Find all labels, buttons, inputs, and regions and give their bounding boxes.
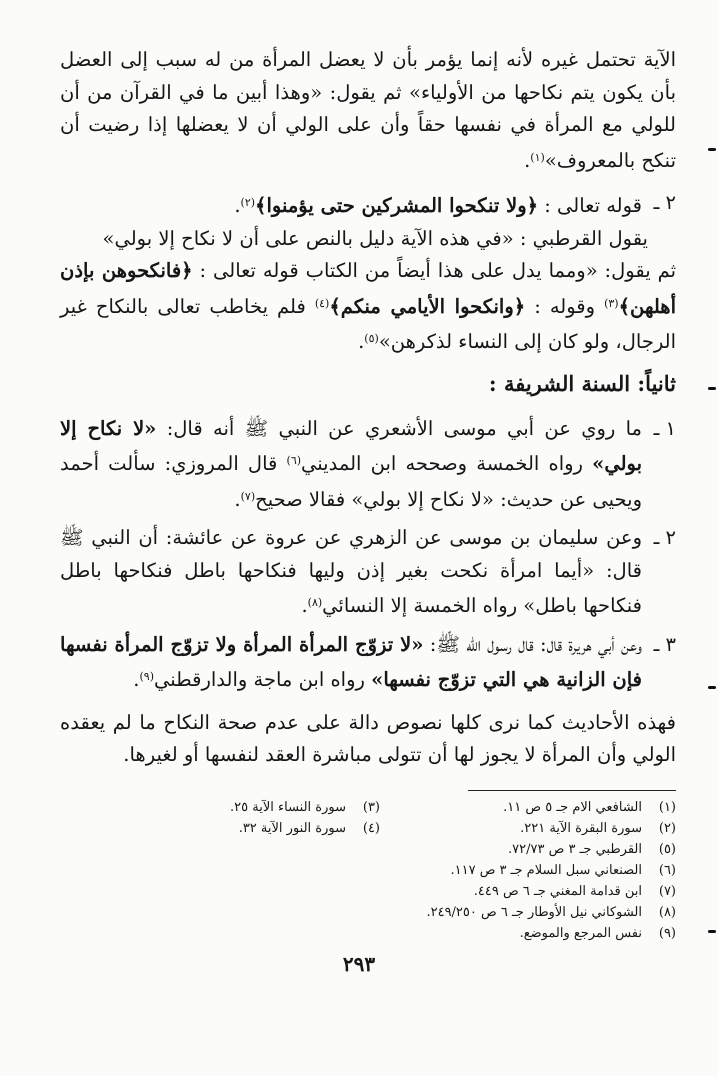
footnote-ref-8[interactable]: (٨): [307, 596, 323, 609]
footnote-8: (٨)الشوكاني نيل الأوطار جـ ٦ ص ٢٤٩/٢٥٠.: [426, 904, 676, 920]
page-body: [60, 44, 676, 969]
item-number: ٢ ـ: [653, 526, 676, 549]
footnote-1: (١)الشافعي الام جـ ٥ ص ١١.: [503, 799, 676, 815]
footnote-ref-9[interactable]: (٩): [139, 670, 154, 683]
intro-paragraph: الآية تحتمل غيره لأنه إنما يؤمر بأن لا يعضل المرأة من له سبب إلى العضل بأن يكون يتم نكاحها من الأولياء» ثم يقول: «وهذا أبين ما في القرآن من أن للولي مع المرأة في نفسها حقاً وأن على الولي أن لا يعضلها إذا رضيت أن تنكح بالمعروف»$^{(١)}$.: [60, 48, 676, 172]
qurtubi-quote: يقول القرطبي : «في هذه الآية دليل بالنص على أن لا نكاح إلا بولي»: [102, 226, 648, 250]
scan-mark: [708, 387, 716, 390]
quran-verse: ﴿وانكحوا الأيامي منكم﴾: [329, 294, 526, 318]
footnote-divider: [468, 790, 676, 791]
page-number: ٢٩٣: [342, 952, 376, 976]
hadith-text: وعن سليمان بن موسى عن الزهري عن عروة عن عائشة: أن النبي ﷺ قال: «أيما امرأة نكحت بغير إذن وليها فنكاحها باطل فنكاحها باطل فنكاحها باطل» رواه الخمسة إلا النسائي$^{(٨)}$.: [60, 526, 642, 617]
scan-mark: [708, 930, 716, 933]
footnote-5: (٥)القرطبي جـ ٣ ص ٧٢/٧٣.: [508, 841, 676, 857]
footnote-4: (٤)سورة النور الآية ٣٢.: [238, 820, 380, 836]
footnote-ref-5[interactable]: (٥): [364, 332, 379, 345]
footnote-ref-6[interactable]: (٦): [286, 454, 302, 467]
item-number: ٢ ـ: [653, 191, 676, 214]
footnote-ref-7[interactable]: (٧): [240, 489, 256, 503]
footnote-9: (٩)نفس المرجع والموضع.: [519, 925, 676, 941]
quran-item-2: [60, 187, 676, 359]
hadith-text: وعن أبي هريرة قال: قال رسول الله ﷺ: «لا تزوّج المرأة المرأة ولا تزوّج المرأة نفسها فإن الزانية هي التي تزوّج نفسها» رواه ابن ماجة والدارقطني$^{(٩)}$.: [60, 632, 643, 691]
footnote-ref-1[interactable]: (١): [530, 150, 545, 164]
scan-mark: [708, 148, 716, 151]
section-heading: ثانياً: السنة الشريفة :: [488, 370, 676, 396]
quran-verse: ﴿فانكحوهن بإذن أهلهن﴾: [60, 259, 677, 318]
intro-text: الآية تحتمل غيره لأنه إنما يؤمر بأن لا يعضل المرأة من له سبب إلى العضل بأن يكون يتم نكاحها من الأولياء» ثم يقول: «وهذا أبين ما في القرآن من أن للولي مع المرأة في نفسها حقاً وأن على الولي أن لا يعضلها إذا رضيت أن تنكح بالمعروف»: [60, 48, 676, 172]
footnote-6: (٦)الصنعاني سبل السلام جـ ٣ ص ١١٧.: [450, 862, 676, 878]
footnote-2: (٢)سورة البقرة الآية ٢٢١.: [520, 820, 676, 836]
footnote-ref-4[interactable]: (٤): [314, 296, 330, 310]
footnote-7: (٧)ابن قدامة المغني جـ ٦ ص ٤٤٩.: [473, 883, 676, 899]
verse-line: قوله تعالى : ﴿ولا تنكحوا المشركين حتى يؤمنوا﴾$^{(٢)}$.: [234, 194, 642, 217]
scan-mark: [708, 686, 716, 689]
footnote-ref-3[interactable]: (٣): [604, 296, 619, 310]
hadith-item-3: [60, 629, 676, 697]
footnotes: [60, 797, 676, 969]
hadith-item-1: [60, 413, 676, 517]
quran-verse: ﴿ولا تنكحوا المشركين حتى يؤمنوا﴾: [255, 194, 539, 217]
item-number: ٣ ـ: [653, 632, 676, 656]
hadith-item-2: [60, 522, 676, 623]
footnote-3: (٣)سورة النساء الآية ٢٥.: [230, 799, 380, 815]
hadith-quote: «لا نكاح إلا بولي»: [60, 416, 643, 475]
conclusion-paragraph: فهذه الأحاديث كما نرى كلها نصوص دالة على عدم صحة النكاح ما لم يعقده الولي وأن المرأة لا يجوز لها أن تتولى مباشرة العقد لنفسها أو لغيرها.: [60, 710, 676, 766]
hadith-quote: «لا تزوّج المرأة المرأة ولا تزوّج المرأة نفسها فإن الزانية هي التي تزوّج نفسها»: [60, 632, 642, 691]
footnote-ref-2[interactable]: (٢): [240, 196, 256, 209]
hadith-text: ما روي عن أبي موسى الأشعري عن النبي ﷺ أنه قال: «لا نكاح إلا بولي» رواه الخمسة وصححه ابن المديني$^{(٦)}$ قال المروزي: سألت أحمد ويحيى عن حديث: «لا نكاح إلا بولي» فقالا صحيح$^{(٧)}$.: [60, 416, 643, 511]
qurtubi-continuation: ثم يقول: «ومما يدل على هذا أيضاً من الكتاب قوله تعالى : ﴿فانكحوهن بإذن أهلهن﴾$^{(٣)}$ وقوله : ﴿وانكحوا الأيامي منكم﴾$^{(٤)}$ فلم يخاطب تعالى بالنكاح غير الرجال، ولو كان إلى النساء لذكرهن»$^{(٥)}$.: [60, 259, 677, 353]
item-number: ١ ـ: [653, 416, 676, 440]
